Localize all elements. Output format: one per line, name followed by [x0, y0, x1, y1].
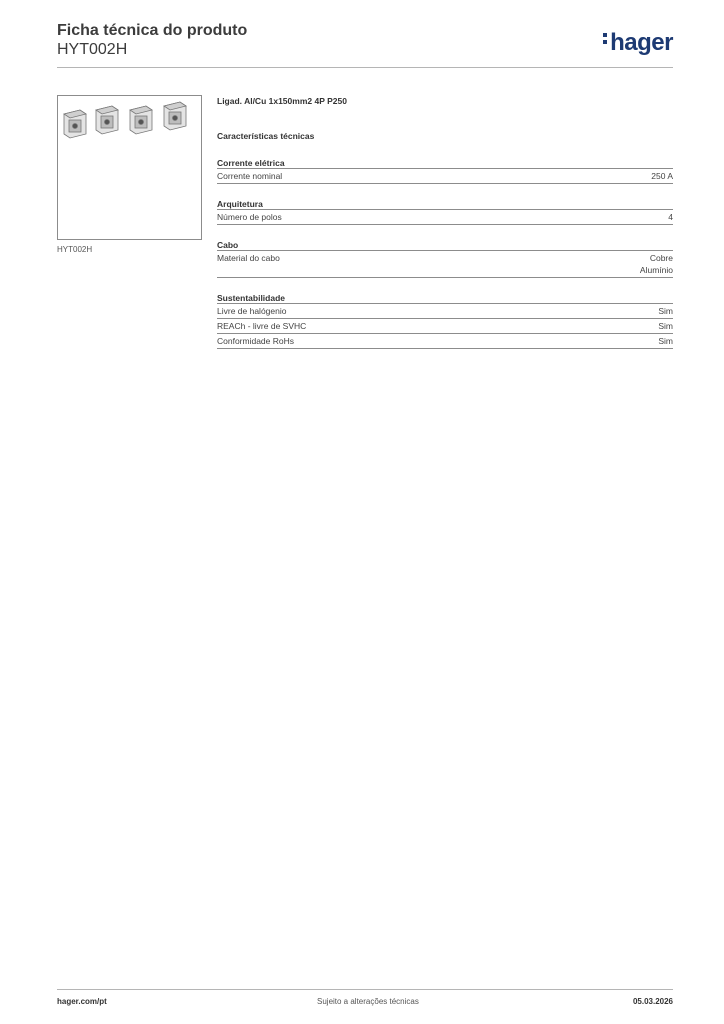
spec-row [217, 319, 673, 334]
spec-value: Sim [658, 336, 673, 346]
group-title: Corrente elétrica [217, 157, 673, 169]
connector-terminals-icon [58, 96, 201, 239]
spec-label: Material do cabo [217, 253, 280, 263]
footer-date: 05.03.2026 [632, 997, 673, 1006]
spec-group-corrente [217, 157, 673, 184]
footer-site-link[interactable]: hager.com/pt [57, 997, 107, 1006]
spec-row [217, 251, 673, 278]
spec-content [217, 96, 673, 349]
spec-row [217, 304, 673, 319]
spec-row [217, 169, 673, 184]
spec-value: 250 A [651, 171, 673, 181]
spec-row [217, 334, 673, 349]
footer-divider [57, 989, 673, 990]
product-image [57, 95, 202, 240]
group-title: Cabo [217, 239, 673, 251]
spec-label: Número de polos [217, 212, 282, 222]
spec-group-cabo [217, 239, 673, 278]
header-divider [57, 67, 673, 68]
spec-label: Livre de halógenio [217, 306, 287, 316]
spec-value: Sim [658, 306, 673, 316]
spec-value: Sim [658, 321, 673, 331]
spec-value-line-1: Cobre [649, 253, 673, 263]
footer-note: Sujeito a alterações técnicas [317, 997, 419, 1006]
spec-label: REACh - livre de SVHC [217, 321, 307, 331]
product-name: Ligad. Al/Cu 1x150mm2 4P P250 [217, 96, 347, 106]
logo-dots-icon [603, 30, 608, 47]
image-caption: HYT002H [57, 245, 93, 254]
hager-logo [603, 29, 673, 57]
spec-value [640, 252, 673, 276]
spec-group-sustentabilidade [217, 292, 673, 349]
page-header [57, 22, 673, 68]
doc-title: Ficha técnica do produto [57, 22, 248, 39]
group-title: Sustentabilidade [217, 292, 673, 304]
product-code: HYT002H [57, 41, 128, 58]
group-title: Arquitetura [217, 198, 673, 210]
section-title: Características técnicas [217, 131, 315, 141]
spec-group-arquitetura [217, 198, 673, 225]
spec-value: 4 [668, 212, 673, 222]
spec-value-line-2: Alumínio [639, 265, 673, 275]
spec-row [217, 210, 673, 225]
spec-label: Conformidade RoHs [217, 336, 295, 346]
logo-text: hager [610, 29, 673, 56]
spec-label: Corrente nominal [217, 171, 283, 181]
